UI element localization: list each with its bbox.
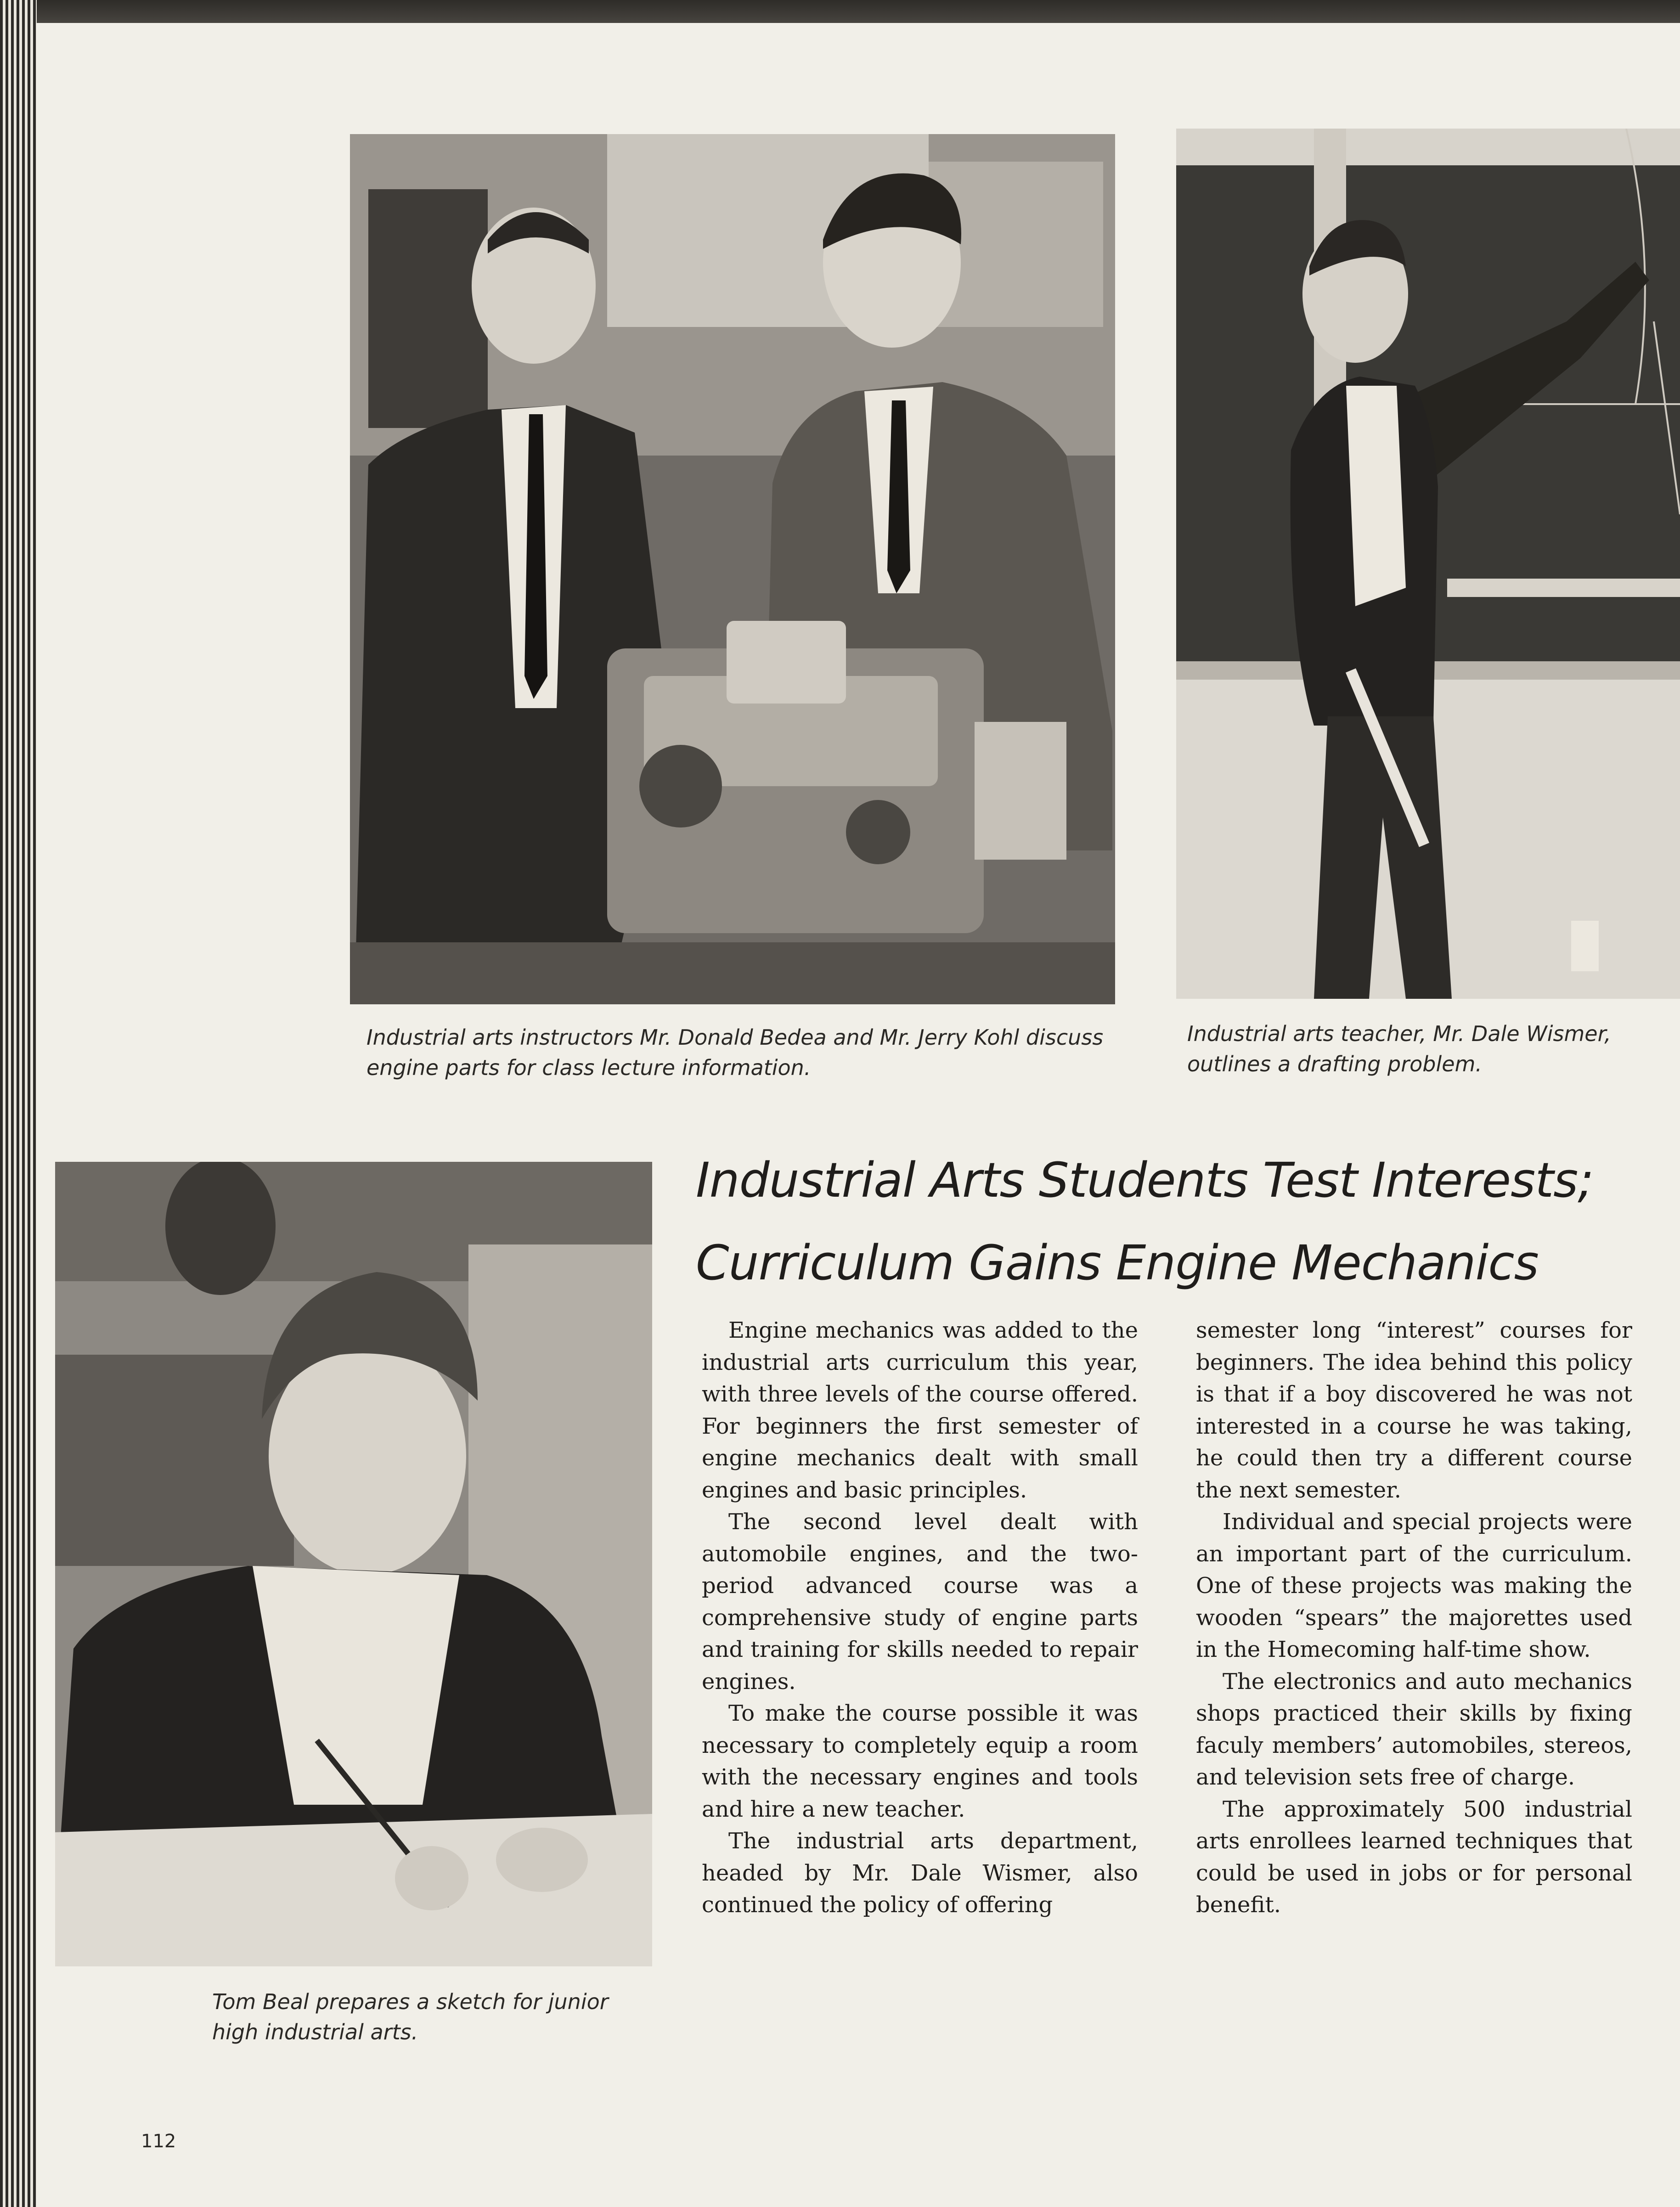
page-number: 112 xyxy=(141,2131,176,2152)
paragraph: The electronics and auto mechanics shops practiced their skills by fixing faculy members’ automobiles, stereos, and television sets free of charge. xyxy=(1196,1668,1632,1790)
paragraph: Engine mechanics was added to the industrial arts curriculum this year, with three levels of the course offered. For beginners the first semester of engine mechanics dealt with small engines and basic principles. xyxy=(702,1317,1138,1503)
page-top-edge xyxy=(0,0,1680,23)
photo-teacher-drafting xyxy=(1176,129,1680,999)
article-headline xyxy=(696,1139,1633,1304)
paragraph: The approximately 500 industrial arts enrollees learned techniques that could be used in jobs or for personal benefit. xyxy=(1196,1796,1632,1918)
headline-line-2: Curriculum Gains Engine Mechanics xyxy=(696,1235,1539,1291)
article-column-1 xyxy=(702,1315,1138,1921)
paragraph: The industrial arts department, headed by Mr. Dale Wismer, also continued the policy of offering xyxy=(702,1828,1138,1918)
paragraph: semester long “interest” courses for beginners. The idea behind this policy is that if a boy discovered he was not interested in a course he was taking, he could then try a different course the next semester. xyxy=(1196,1317,1632,1503)
photo-instructors-engine xyxy=(350,134,1115,1004)
caption-instructors-engine: Industrial arts instructors Mr. Donald Bedea and Mr. Jerry Kohl discuss engine parts for class lecture information. xyxy=(366,1025,1104,1080)
paragraph: Individual and special projects were an important part of the curriculum. One of these projects was making the wooden “spears” the majorettes used in the Homecoming half-time show. xyxy=(1196,1509,1632,1662)
book-binding-edge xyxy=(0,0,37,2207)
headline-line-1: Industrial Arts Students Test Interests; xyxy=(696,1152,1594,1208)
photo-student-sketch xyxy=(55,1162,652,1966)
article-column-2 xyxy=(1196,1315,1632,1921)
paragraph: The second level dealt with automobile engines, and the two-period advanced course was a comprehensive study of engine parts and training for skills needed to repair engines. xyxy=(702,1509,1138,1695)
paragraph: To make the course possible it was necessary to completely equip a room with the necessary engines and tools and hire a new teacher. xyxy=(702,1700,1138,1822)
caption-teacher-drafting: Industrial arts teacher, Mr. Dale Wismer, outlines a drafting problem. xyxy=(1187,1021,1611,1076)
caption-student-sketch: Tom Beal prepares a sketch for junior high industrial arts. xyxy=(212,1989,609,2044)
